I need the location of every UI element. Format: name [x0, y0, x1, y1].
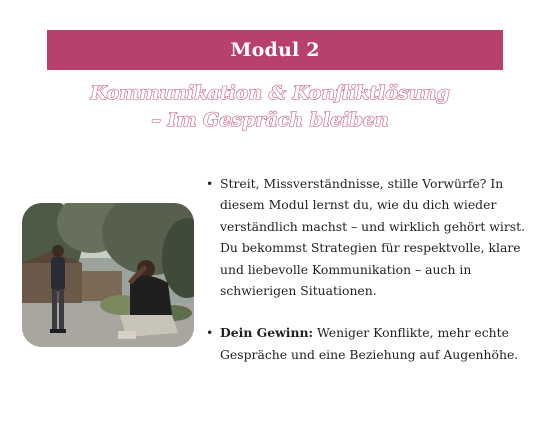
couple-conflict-photo: [22, 203, 194, 347]
bullet-benefit: [206, 322, 532, 365]
module-title: Modul 2: [230, 39, 320, 61]
bullet-benefit-text: Weniger Konflikte, mehr echte Gespräche und eine Beziehung auf Augenhöhe.: [220, 325, 519, 362]
bullet-intro-text: Streit, Missverständnisse, stille Vorwürfe? In diesem Modul lernst du, wie du dich wieder verständlich machst – und wirklich gehört wirst. Du bekommst Strategien für respektvolle, klare und liebevolle Kommunikation – auch in schwierigen Situationen.: [220, 176, 526, 299]
headline-line-2: – Im Gespräch bleiben: [151, 109, 389, 131]
module-banner: [47, 30, 503, 70]
bullet-dot-icon: •: [206, 325, 214, 341]
photo-illustration: [22, 203, 194, 347]
headline-line-1: Kommunikation & Konfliktlösung: [90, 82, 450, 104]
module-bullet-list: [206, 173, 532, 365]
bullet-intro: [206, 173, 532, 301]
module-headline: [0, 80, 540, 134]
bullet-benefit-label: Dein Gewinn:: [220, 325, 314, 341]
bullet-dot-icon: •: [206, 176, 214, 191]
